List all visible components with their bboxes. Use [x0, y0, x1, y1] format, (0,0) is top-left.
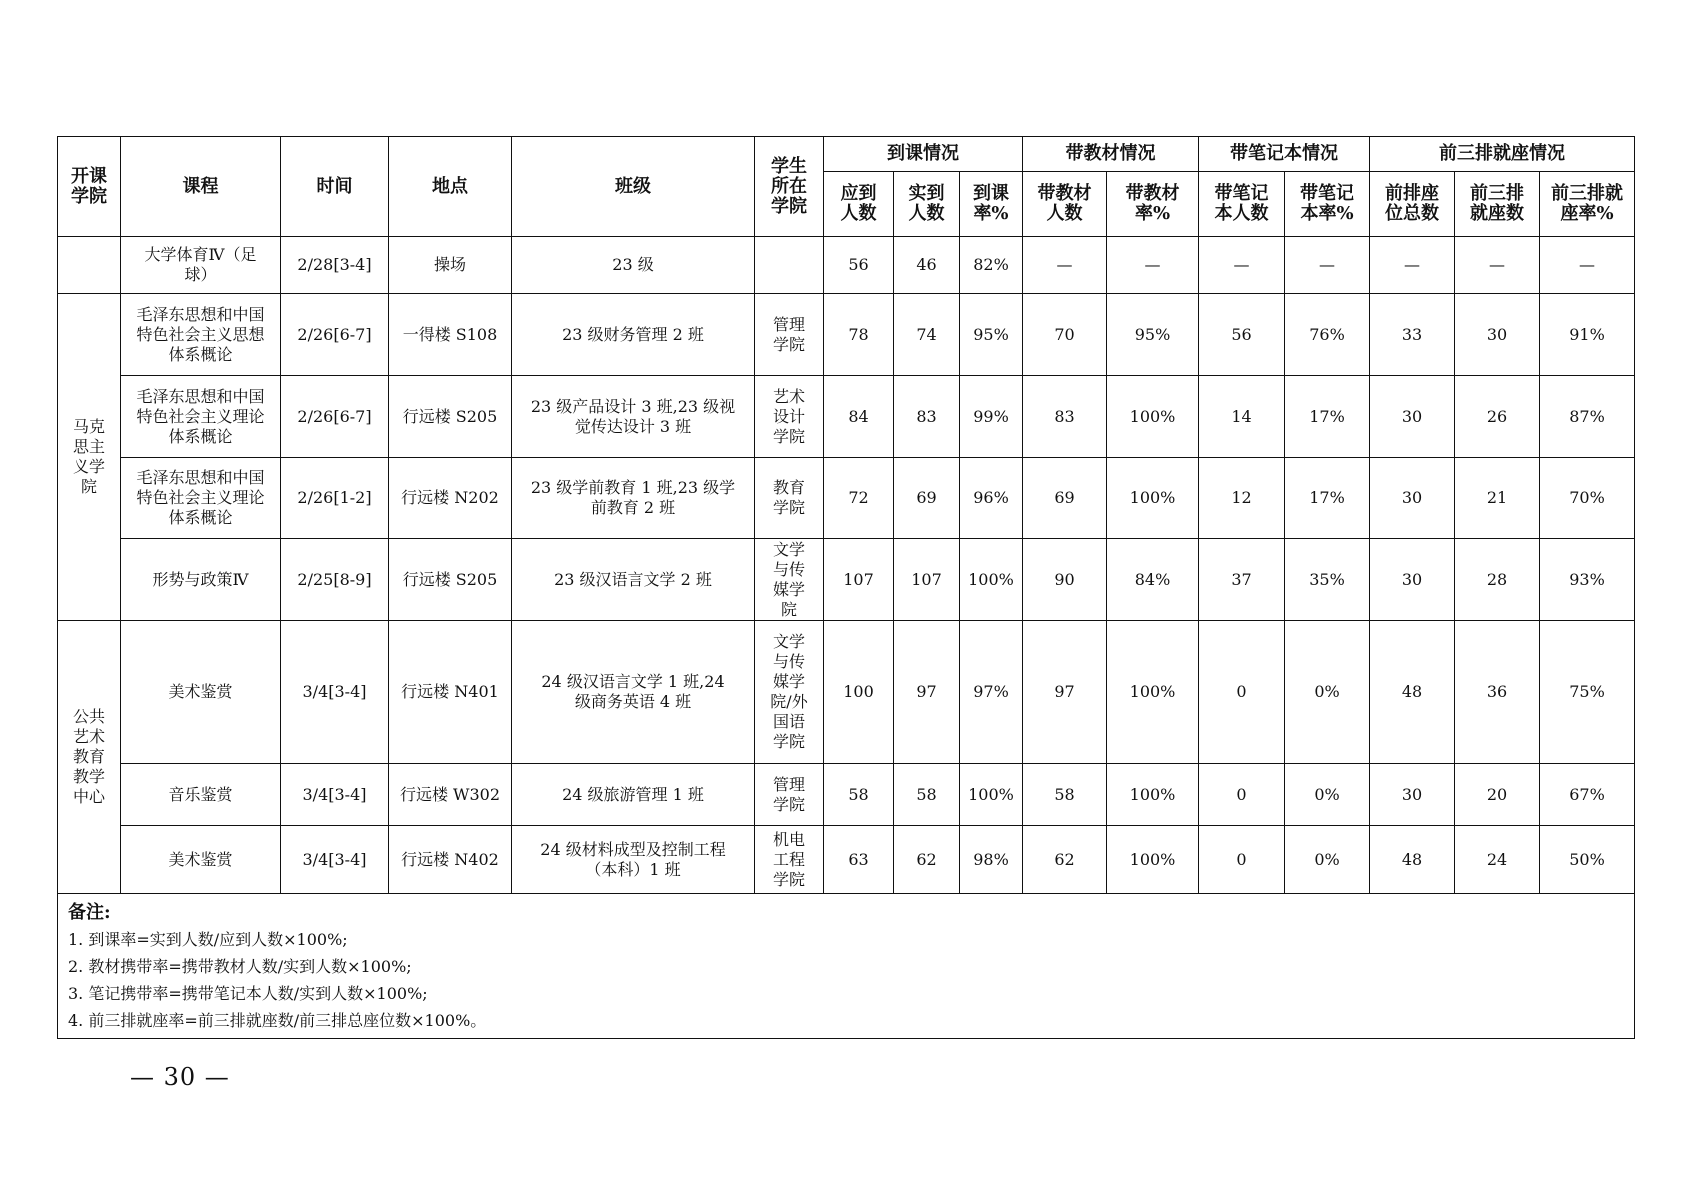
- class-cell: 23 级汉语言文学 2 班: [512, 539, 755, 621]
- attendance-rate-cell: 95%: [960, 294, 1023, 376]
- textbook-rate-cell: —: [1107, 237, 1199, 294]
- actual-cell: 74: [894, 294, 960, 376]
- location-cell: 行远楼 S205: [389, 376, 512, 458]
- student-college-cell: 教育学院: [755, 458, 824, 539]
- notes-title: 备注:: [68, 902, 111, 923]
- front-seated-cell: 20: [1455, 764, 1540, 826]
- notebook-count-cell: 0: [1199, 826, 1285, 894]
- header-front-group: 前三排就座情况: [1370, 137, 1635, 172]
- front-total-cell: 33: [1370, 294, 1455, 376]
- attendance-rate-cell: 82%: [960, 237, 1023, 294]
- course-cell: 美术鉴赏: [121, 621, 281, 764]
- table-row: [58, 294, 1635, 376]
- front-total-cell: 30: [1370, 376, 1455, 458]
- notebook-rate-cell: —: [1285, 237, 1370, 294]
- course-cell: 音乐鉴赏: [121, 764, 281, 826]
- class-cell: 23 级财务管理 2 班: [512, 294, 755, 376]
- location-cell: 行远楼 N401: [389, 621, 512, 764]
- actual-cell: 58: [894, 764, 960, 826]
- notes-cell: [58, 894, 1635, 1039]
- textbook-count-cell: —: [1023, 237, 1107, 294]
- student-college-cell: 管理学院: [755, 294, 824, 376]
- location-cell: 行远楼 N202: [389, 458, 512, 539]
- front-seated-cell: —: [1455, 237, 1540, 294]
- expected-cell: 72: [824, 458, 894, 539]
- time-cell: 3/4[3-4]: [281, 826, 389, 894]
- time-cell: 3/4[3-4]: [281, 764, 389, 826]
- textbook-rate-cell: 100%: [1107, 458, 1199, 539]
- course-cell: 大学体育Ⅳ（足球）: [121, 237, 281, 294]
- expected-cell: 107: [824, 539, 894, 621]
- time-cell: 2/26[6-7]: [281, 376, 389, 458]
- header-attendance-group: 到课情况: [824, 137, 1023, 172]
- front-seated-cell: 24: [1455, 826, 1540, 894]
- header-notebook-rate: 带笔记本率%: [1285, 172, 1370, 237]
- header-front-seated: 前三排就座数: [1455, 172, 1540, 237]
- student-college-cell: 文学与传媒学院: [755, 539, 824, 621]
- textbook-count-cell: 70: [1023, 294, 1107, 376]
- table-row: [58, 376, 1635, 458]
- header-class: 班级: [512, 137, 755, 237]
- front-seated-cell: 21: [1455, 458, 1540, 539]
- attendance-rate-cell: 97%: [960, 621, 1023, 764]
- notebook-count-cell: —: [1199, 237, 1285, 294]
- class-cell: 24 级汉语言文学 1 班,24 级商务英语 4 班: [512, 621, 755, 764]
- notebook-count-cell: 14: [1199, 376, 1285, 458]
- location-cell: 操场: [389, 237, 512, 294]
- front-rate-cell: 91%: [1540, 294, 1635, 376]
- time-cell: 2/26[6-7]: [281, 294, 389, 376]
- time-cell: 2/26[1-2]: [281, 458, 389, 539]
- expected-cell: 56: [824, 237, 894, 294]
- class-cell: 24 级材料成型及控制工程（本科）1 班: [512, 826, 755, 894]
- front-total-cell: 30: [1370, 764, 1455, 826]
- table-row: [58, 237, 1635, 294]
- class-cell: 23 级: [512, 237, 755, 294]
- time-cell: 2/25[8-9]: [281, 539, 389, 621]
- front-total-cell: 30: [1370, 458, 1455, 539]
- notes-row: [58, 894, 1635, 1039]
- header-time: 时间: [281, 137, 389, 237]
- note-line: 2. 教材携带率=携带教材人数/实到人数×100%;: [68, 957, 412, 976]
- note-line: 4. 前三排就座率=前三排就座数/前三排总座位数×100%。: [68, 1011, 487, 1030]
- actual-cell: 62: [894, 826, 960, 894]
- front-total-cell: —: [1370, 237, 1455, 294]
- notebook-rate-cell: 35%: [1285, 539, 1370, 621]
- header-notebook-group: 带笔记本情况: [1199, 137, 1370, 172]
- expected-cell: 63: [824, 826, 894, 894]
- course-cell: 毛泽东思想和中国特色社会主义思想体系概论: [121, 294, 281, 376]
- notebook-count-cell: 12: [1199, 458, 1285, 539]
- header-front-rate: 前三排就座率%: [1540, 172, 1635, 237]
- course-cell: 美术鉴赏: [121, 826, 281, 894]
- textbook-count-cell: 62: [1023, 826, 1107, 894]
- class-cell: 23 级产品设计 3 班,23 级视觉传达设计 3 班: [512, 376, 755, 458]
- textbook-count-cell: 69: [1023, 458, 1107, 539]
- textbook-count-cell: 90: [1023, 539, 1107, 621]
- textbook-rate-cell: 84%: [1107, 539, 1199, 621]
- table-row: [58, 539, 1635, 621]
- textbook-count-cell: 58: [1023, 764, 1107, 826]
- table-row: [58, 764, 1635, 826]
- class-cell: 23 级学前教育 1 班,23 级学前教育 2 班: [512, 458, 755, 539]
- expected-cell: 100: [824, 621, 894, 764]
- header-attendance-rate: 到课率%: [960, 172, 1023, 237]
- header-college: 开课学院: [58, 137, 121, 237]
- note-line: 3. 笔记携带率=携带笔记本人数/实到人数×100%;: [68, 984, 428, 1003]
- table-row: [58, 458, 1635, 539]
- attendance-rate-cell: 96%: [960, 458, 1023, 539]
- college-cell: 马克思主义学院: [58, 294, 121, 621]
- student-college-cell: 艺术设计学院: [755, 376, 824, 458]
- expected-cell: 78: [824, 294, 894, 376]
- class-cell: 24 级旅游管理 1 班: [512, 764, 755, 826]
- notebook-rate-cell: 0%: [1285, 621, 1370, 764]
- front-rate-cell: 67%: [1540, 764, 1635, 826]
- notebook-rate-cell: 0%: [1285, 826, 1370, 894]
- notebook-count-cell: 0: [1199, 621, 1285, 764]
- header-notebook-count: 带笔记本人数: [1199, 172, 1285, 237]
- header-textbook-group: 带教材情况: [1023, 137, 1199, 172]
- student-college-cell: 文学与传媒学院/外国语学院: [755, 621, 824, 764]
- class-inspection-table: [57, 136, 1635, 1039]
- textbook-rate-cell: 100%: [1107, 621, 1199, 764]
- header-actual: 实到人数: [894, 172, 960, 237]
- location-cell: 行远楼 S205: [389, 539, 512, 621]
- notebook-count-cell: 56: [1199, 294, 1285, 376]
- front-rate-cell: 93%: [1540, 539, 1635, 621]
- front-total-cell: 48: [1370, 826, 1455, 894]
- attendance-rate-cell: 98%: [960, 826, 1023, 894]
- student-college-cell: 管理学院: [755, 764, 824, 826]
- expected-cell: 84: [824, 376, 894, 458]
- textbook-rate-cell: 100%: [1107, 826, 1199, 894]
- front-rate-cell: 50%: [1540, 826, 1635, 894]
- front-seated-cell: 30: [1455, 294, 1540, 376]
- actual-cell: 107: [894, 539, 960, 621]
- actual-cell: 69: [894, 458, 960, 539]
- college-cell: 公共艺术教育教学中心: [58, 621, 121, 894]
- front-rate-cell: 87%: [1540, 376, 1635, 458]
- front-seated-cell: 28: [1455, 539, 1540, 621]
- attendance-rate-cell: 99%: [960, 376, 1023, 458]
- expected-cell: 58: [824, 764, 894, 826]
- front-total-cell: 48: [1370, 621, 1455, 764]
- attendance-rate-cell: 100%: [960, 764, 1023, 826]
- attendance-rate-cell: 100%: [960, 539, 1023, 621]
- textbook-rate-cell: 100%: [1107, 764, 1199, 826]
- header-course: 课程: [121, 137, 281, 237]
- location-cell: 一得楼 S108: [389, 294, 512, 376]
- location-cell: 行远楼 N402: [389, 826, 512, 894]
- header-textbook-count: 带教材人数: [1023, 172, 1107, 237]
- textbook-rate-cell: 100%: [1107, 376, 1199, 458]
- front-rate-cell: 75%: [1540, 621, 1635, 764]
- notebook-rate-cell: 17%: [1285, 458, 1370, 539]
- student-college-cell: 机电工程学院: [755, 826, 824, 894]
- table-row: [58, 826, 1635, 894]
- course-cell: 毛泽东思想和中国特色社会主义理论体系概论: [121, 458, 281, 539]
- notebook-rate-cell: 17%: [1285, 376, 1370, 458]
- actual-cell: 83: [894, 376, 960, 458]
- textbook-rate-cell: 95%: [1107, 294, 1199, 376]
- front-rate-cell: —: [1540, 237, 1635, 294]
- notebook-count-cell: 0: [1199, 764, 1285, 826]
- student-college-cell: [755, 237, 824, 294]
- front-seated-cell: 26: [1455, 376, 1540, 458]
- header-front-total: 前排座位总数: [1370, 172, 1455, 237]
- header-location: 地点: [389, 137, 512, 237]
- note-line: 1. 到课率=实到人数/应到人数×100%;: [68, 930, 348, 949]
- header-expected: 应到人数: [824, 172, 894, 237]
- location-cell: 行远楼 W302: [389, 764, 512, 826]
- notebook-count-cell: 37: [1199, 539, 1285, 621]
- time-cell: 3/4[3-4]: [281, 621, 389, 764]
- actual-cell: 97: [894, 621, 960, 764]
- course-cell: 毛泽东思想和中国特色社会主义理论体系概论: [121, 376, 281, 458]
- front-rate-cell: 70%: [1540, 458, 1635, 539]
- page-number: — 30 —: [130, 1063, 230, 1091]
- front-seated-cell: 36: [1455, 621, 1540, 764]
- table-row: [58, 621, 1635, 764]
- textbook-count-cell: 83: [1023, 376, 1107, 458]
- header-textbook-rate: 带教材率%: [1107, 172, 1199, 237]
- course-cell: 形势与政策Ⅳ: [121, 539, 281, 621]
- textbook-count-cell: 97: [1023, 621, 1107, 764]
- notebook-rate-cell: 76%: [1285, 294, 1370, 376]
- notebook-rate-cell: 0%: [1285, 764, 1370, 826]
- actual-cell: 46: [894, 237, 960, 294]
- front-total-cell: 30: [1370, 539, 1455, 621]
- header-student-college: 学生所在学院: [755, 137, 824, 237]
- college-cell: [58, 237, 121, 294]
- time-cell: 2/28[3-4]: [281, 237, 389, 294]
